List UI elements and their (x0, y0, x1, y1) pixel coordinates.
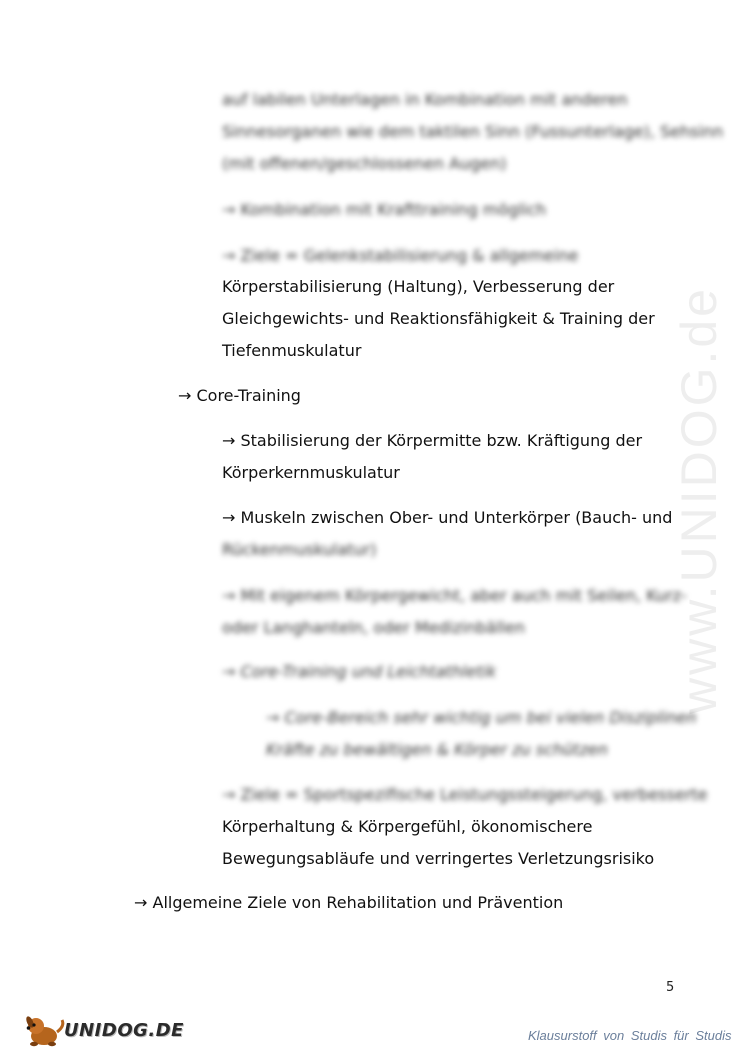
text-line: Gleichgewichts- und Reaktionsfähigkeit & Training der (222, 309, 655, 328)
text-line: Körperstabilisierung (Haltung), Verbesserung der (222, 277, 615, 296)
page-number: 5 (666, 980, 675, 995)
text-line: → Core-Training und Leichtathletik (222, 662, 497, 681)
text-line: Rückenmuskulatur) (222, 540, 377, 559)
text-line: → Kombination mit Krafttraining möglich (222, 200, 547, 219)
text-line: → Muskeln zwischen Ober- und Unterkörper (Bauch- und (222, 508, 673, 527)
text-line: Kräfte zu bewältigen & Körper zu schützen (266, 740, 608, 759)
text-line: Körperkernmuskulatur (222, 463, 400, 482)
text-line: → Ziele = Sportspezifische Leistungssteigerung, verbesserte (222, 785, 708, 804)
text-line: → Core-Bereich sehr wichtig um bei vielen Disziplinen (266, 708, 697, 727)
dog-mascot-icon (24, 1014, 68, 1048)
unidog-logo (24, 1014, 184, 1048)
text-line: auf labilen Unterlagen in Kombination mit anderen (222, 90, 628, 109)
text-line: Bewegungsabläufe und verringertes Verletzungsrisiko (222, 849, 655, 868)
text-line: (mit offenen/geschlossenen Augen) (222, 154, 507, 173)
text-line: oder Langhanteln, oder Medizinbällen (222, 618, 525, 637)
text-line: Körperhaltung & Körpergefühl, ökonomischere (222, 817, 593, 836)
watermark: www.UNIDOG.de (671, 286, 727, 714)
text-line: → Mit eigenem Körpergewicht, aber auch mit Seilen, Kurz- (222, 586, 687, 605)
text-line: Sinnesorganen wie dem taktilen Sinn (Fussunterlage), Sehsinn (222, 122, 724, 141)
text-line: Tiefenmuskulatur (222, 341, 362, 360)
text-line: → Ziele = Gelenkstabilisierung & allgemeine (222, 246, 579, 265)
section-heading: → Core-Training (178, 386, 301, 405)
footer-slogan: Klausurstoff von Studis für Studis (528, 1028, 732, 1043)
section-heading: → Allgemeine Ziele von Rehabilitation und Prävention (134, 893, 564, 912)
logo-text: UNIDOG.DE (64, 1020, 184, 1041)
text-line: → Stabilisierung der Körpermitte bzw. Kräftigung der (222, 431, 643, 450)
